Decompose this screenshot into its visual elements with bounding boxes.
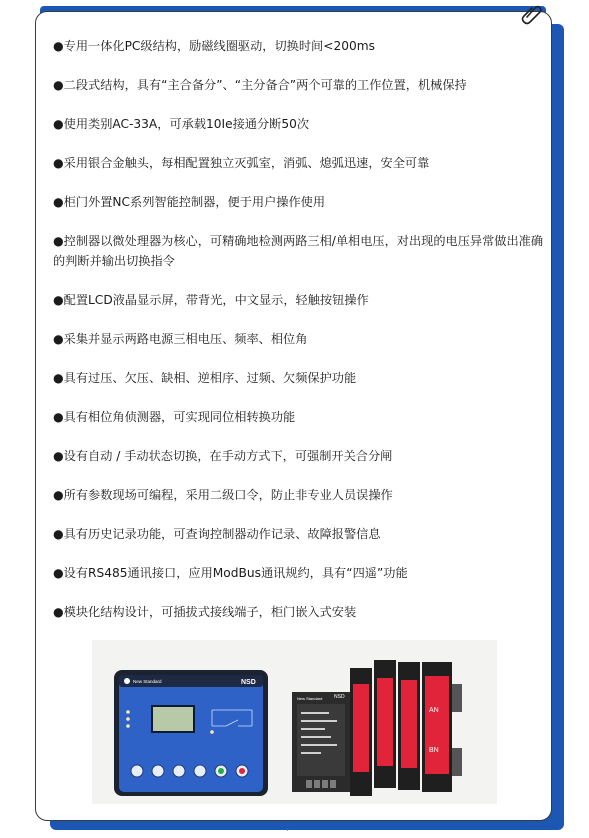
- feature-text: 模块化结构设计，可插拔式接线端子，柜门嵌入式安装: [63, 605, 357, 619]
- controller-logo-text: New Standard: [133, 679, 162, 684]
- feature-text: 使用类别AC-33A，可承载10Ie接通分断50次: [63, 117, 310, 131]
- feature-item: [53, 407, 295, 427]
- feature-text: 二段式结构，具有“主合备分”、“主分备合”两个可靠的工作位置，机械保持: [63, 78, 467, 92]
- feature-item: [53, 290, 369, 310]
- controller-logo-icon: [124, 678, 130, 684]
- switch-logo-text: New Standard: [297, 696, 323, 701]
- bullet-icon: ●: [53, 293, 64, 307]
- controller-lcd-screen: [152, 706, 194, 732]
- bullet-icon: ●: [53, 410, 64, 424]
- bullet-icon: ●: [53, 605, 64, 619]
- feature-text: 采用银合金触头，每相配置独立灭弧室，消弧、熄弧迅速，安全可靠: [63, 156, 430, 170]
- feature-item: [53, 446, 392, 466]
- feature-text: 设有自动 / 手动状态切换，在手动方式下，可强制开关合分闸: [63, 449, 393, 463]
- transfer-switch-device: [292, 660, 462, 796]
- feature-item: [53, 114, 309, 134]
- bullet-icon: ●: [53, 78, 64, 92]
- product-photo: [92, 640, 497, 804]
- controller-device: [114, 670, 268, 796]
- controller-button-icon: [173, 765, 185, 777]
- bullet-icon: ●: [53, 234, 64, 248]
- controller-button-icon: [131, 765, 143, 777]
- controller-button-icon: [152, 765, 164, 777]
- feature-text: 柜门外置NC系列智能控制器，便于用户操作使用: [63, 195, 326, 209]
- bullet-icon: ●: [53, 332, 64, 346]
- feature-item: [53, 192, 325, 212]
- bullet-icon: ●: [53, 527, 64, 541]
- feature-item: [53, 485, 393, 505]
- bullet-icon: ●: [53, 39, 64, 53]
- bullet-icon: ●: [53, 371, 64, 385]
- feature-item: [53, 231, 545, 271]
- controller-brand-label: NSD: [241, 679, 256, 686]
- paperclip-icon: [519, 2, 543, 26]
- feature-text: 专用一体化PC级结构，励磁线圈驱动，切换时间<200ms: [63, 39, 375, 53]
- feature-item: [53, 153, 429, 173]
- bullet-icon: ●: [53, 195, 64, 209]
- feature-item: [53, 524, 381, 544]
- switch-panel-top-label: AN: [429, 707, 439, 714]
- feature-text: 设有RS485通讯接口，应用ModBus通讯规约，具有“四遥”功能: [63, 566, 408, 580]
- product-illustration: [92, 640, 497, 804]
- switch-brand-label: NSD: [334, 694, 345, 700]
- bullet-icon: ●: [53, 449, 64, 463]
- feature-item: [53, 36, 375, 56]
- feature-item: [53, 563, 408, 583]
- feature-item: [53, 368, 356, 388]
- feature-text: 采集并显示两路电源三相电压、频率、相位角: [63, 332, 308, 346]
- feature-text: 具有历史记录功能，可查询控制器动作记录、故障报警信息: [63, 527, 381, 541]
- feature-text: 具有过压、欠压、缺相、逆相序、过频、欠频保护功能: [63, 371, 357, 385]
- bullet-icon: ●: [53, 117, 64, 131]
- feature-text: 控制器以微处理器为核心，可精确地检测两路三相/单相电压，对出现的电压异常做出准确的判断并输出切换指令: [53, 234, 544, 268]
- bullet-icon: ●: [53, 156, 64, 170]
- feature-item: [53, 602, 356, 622]
- feature-text: 配置LCD液晶显示屏，带背光，中文显示，轻触按钮操作: [63, 293, 369, 307]
- feature-item: [53, 329, 307, 349]
- feature-item: [53, 75, 467, 95]
- feature-text: 具有相位角侦测器，可实现同位相转换功能: [63, 410, 296, 424]
- feature-text: 所有参数现场可编程，采用二级口令，防止非专业人员误操作: [63, 488, 393, 502]
- footer-glyph: ·: [286, 826, 290, 837]
- bullet-icon: ●: [53, 566, 64, 580]
- controller-button-icon: [194, 765, 206, 777]
- switch-panel-bottom-label: BN: [429, 747, 439, 754]
- bullet-icon: ●: [53, 488, 64, 502]
